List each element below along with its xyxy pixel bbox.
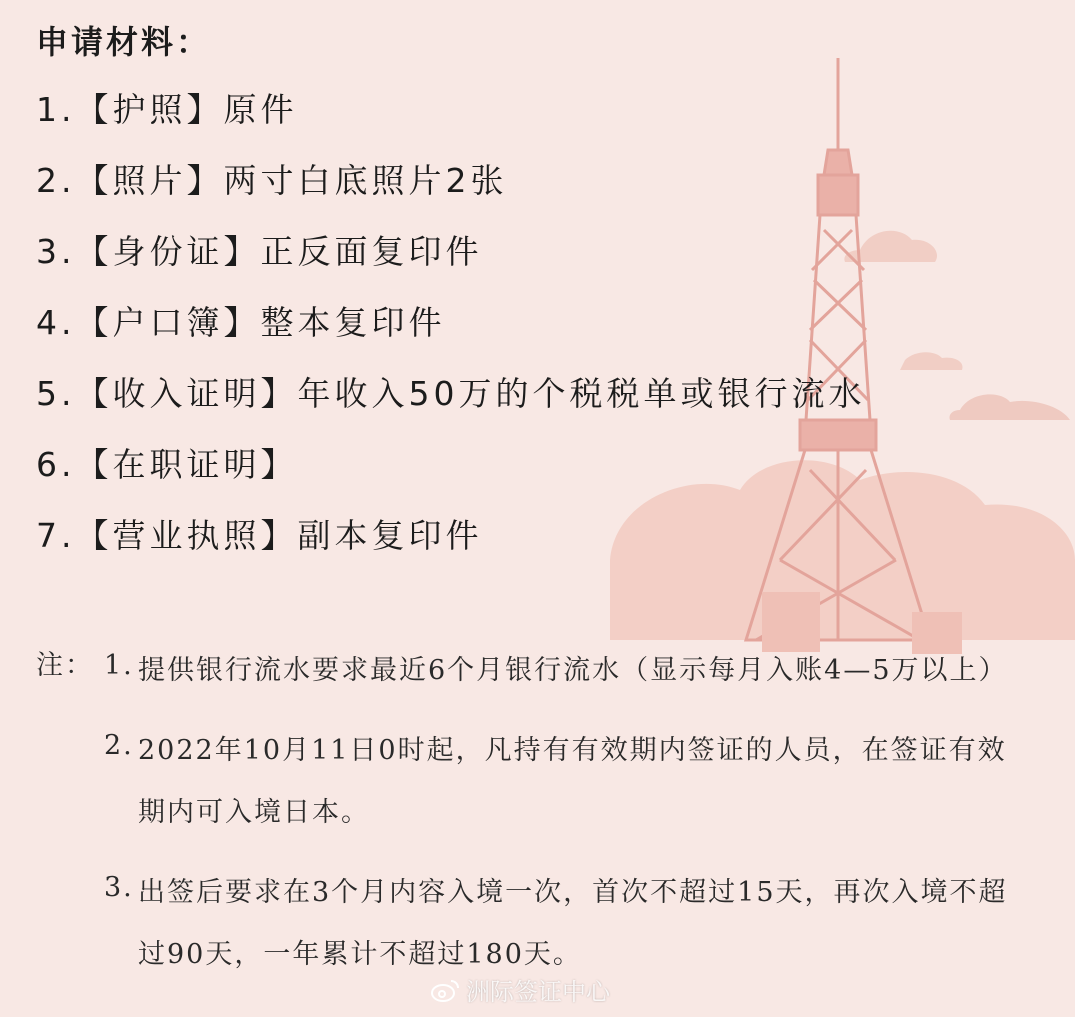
weibo-icon (430, 977, 460, 1003)
list-item: 5.【收入证明】年收入50万的个税税单或银行流水 (36, 374, 866, 413)
notes-label: 注： (36, 650, 94, 681)
notes-section (36, 640, 1026, 1004)
list-item: 1.【护照】原件 (36, 90, 298, 129)
materials-list (36, 82, 866, 579)
cloud-shape (900, 352, 963, 370)
list-item: 6.【在职证明】 (36, 445, 298, 484)
list-item: 7.【营业执照】副本复印件 (36, 516, 483, 555)
page-title: 申请材料： (36, 23, 212, 61)
note-item: 2. 2022年10月11日0时起，凡持有有效期内签证的人员，在签证有效期内可入境日本。 (104, 730, 1007, 828)
list-item: 4.【户口簿】整本复印件 (36, 303, 446, 342)
cloud-shape (949, 394, 1070, 420)
note-item: 3. 出签后要求在3个月内容入境一次，首次不超过15天，再次入境不超过90天，一年累计不超过180天。 (104, 872, 1008, 970)
note-item: 1. 提供银行流水要求最近6个月银行流水（显示每月入账4—5万以上） (104, 650, 1008, 686)
list-item: 3.【身份证】正反面复印件 (36, 232, 483, 271)
watermark-text: 洲际签证中心 (466, 978, 610, 1006)
list-item: 2.【照片】两寸白底照片2张 (36, 161, 508, 200)
watermark (430, 972, 610, 1007)
